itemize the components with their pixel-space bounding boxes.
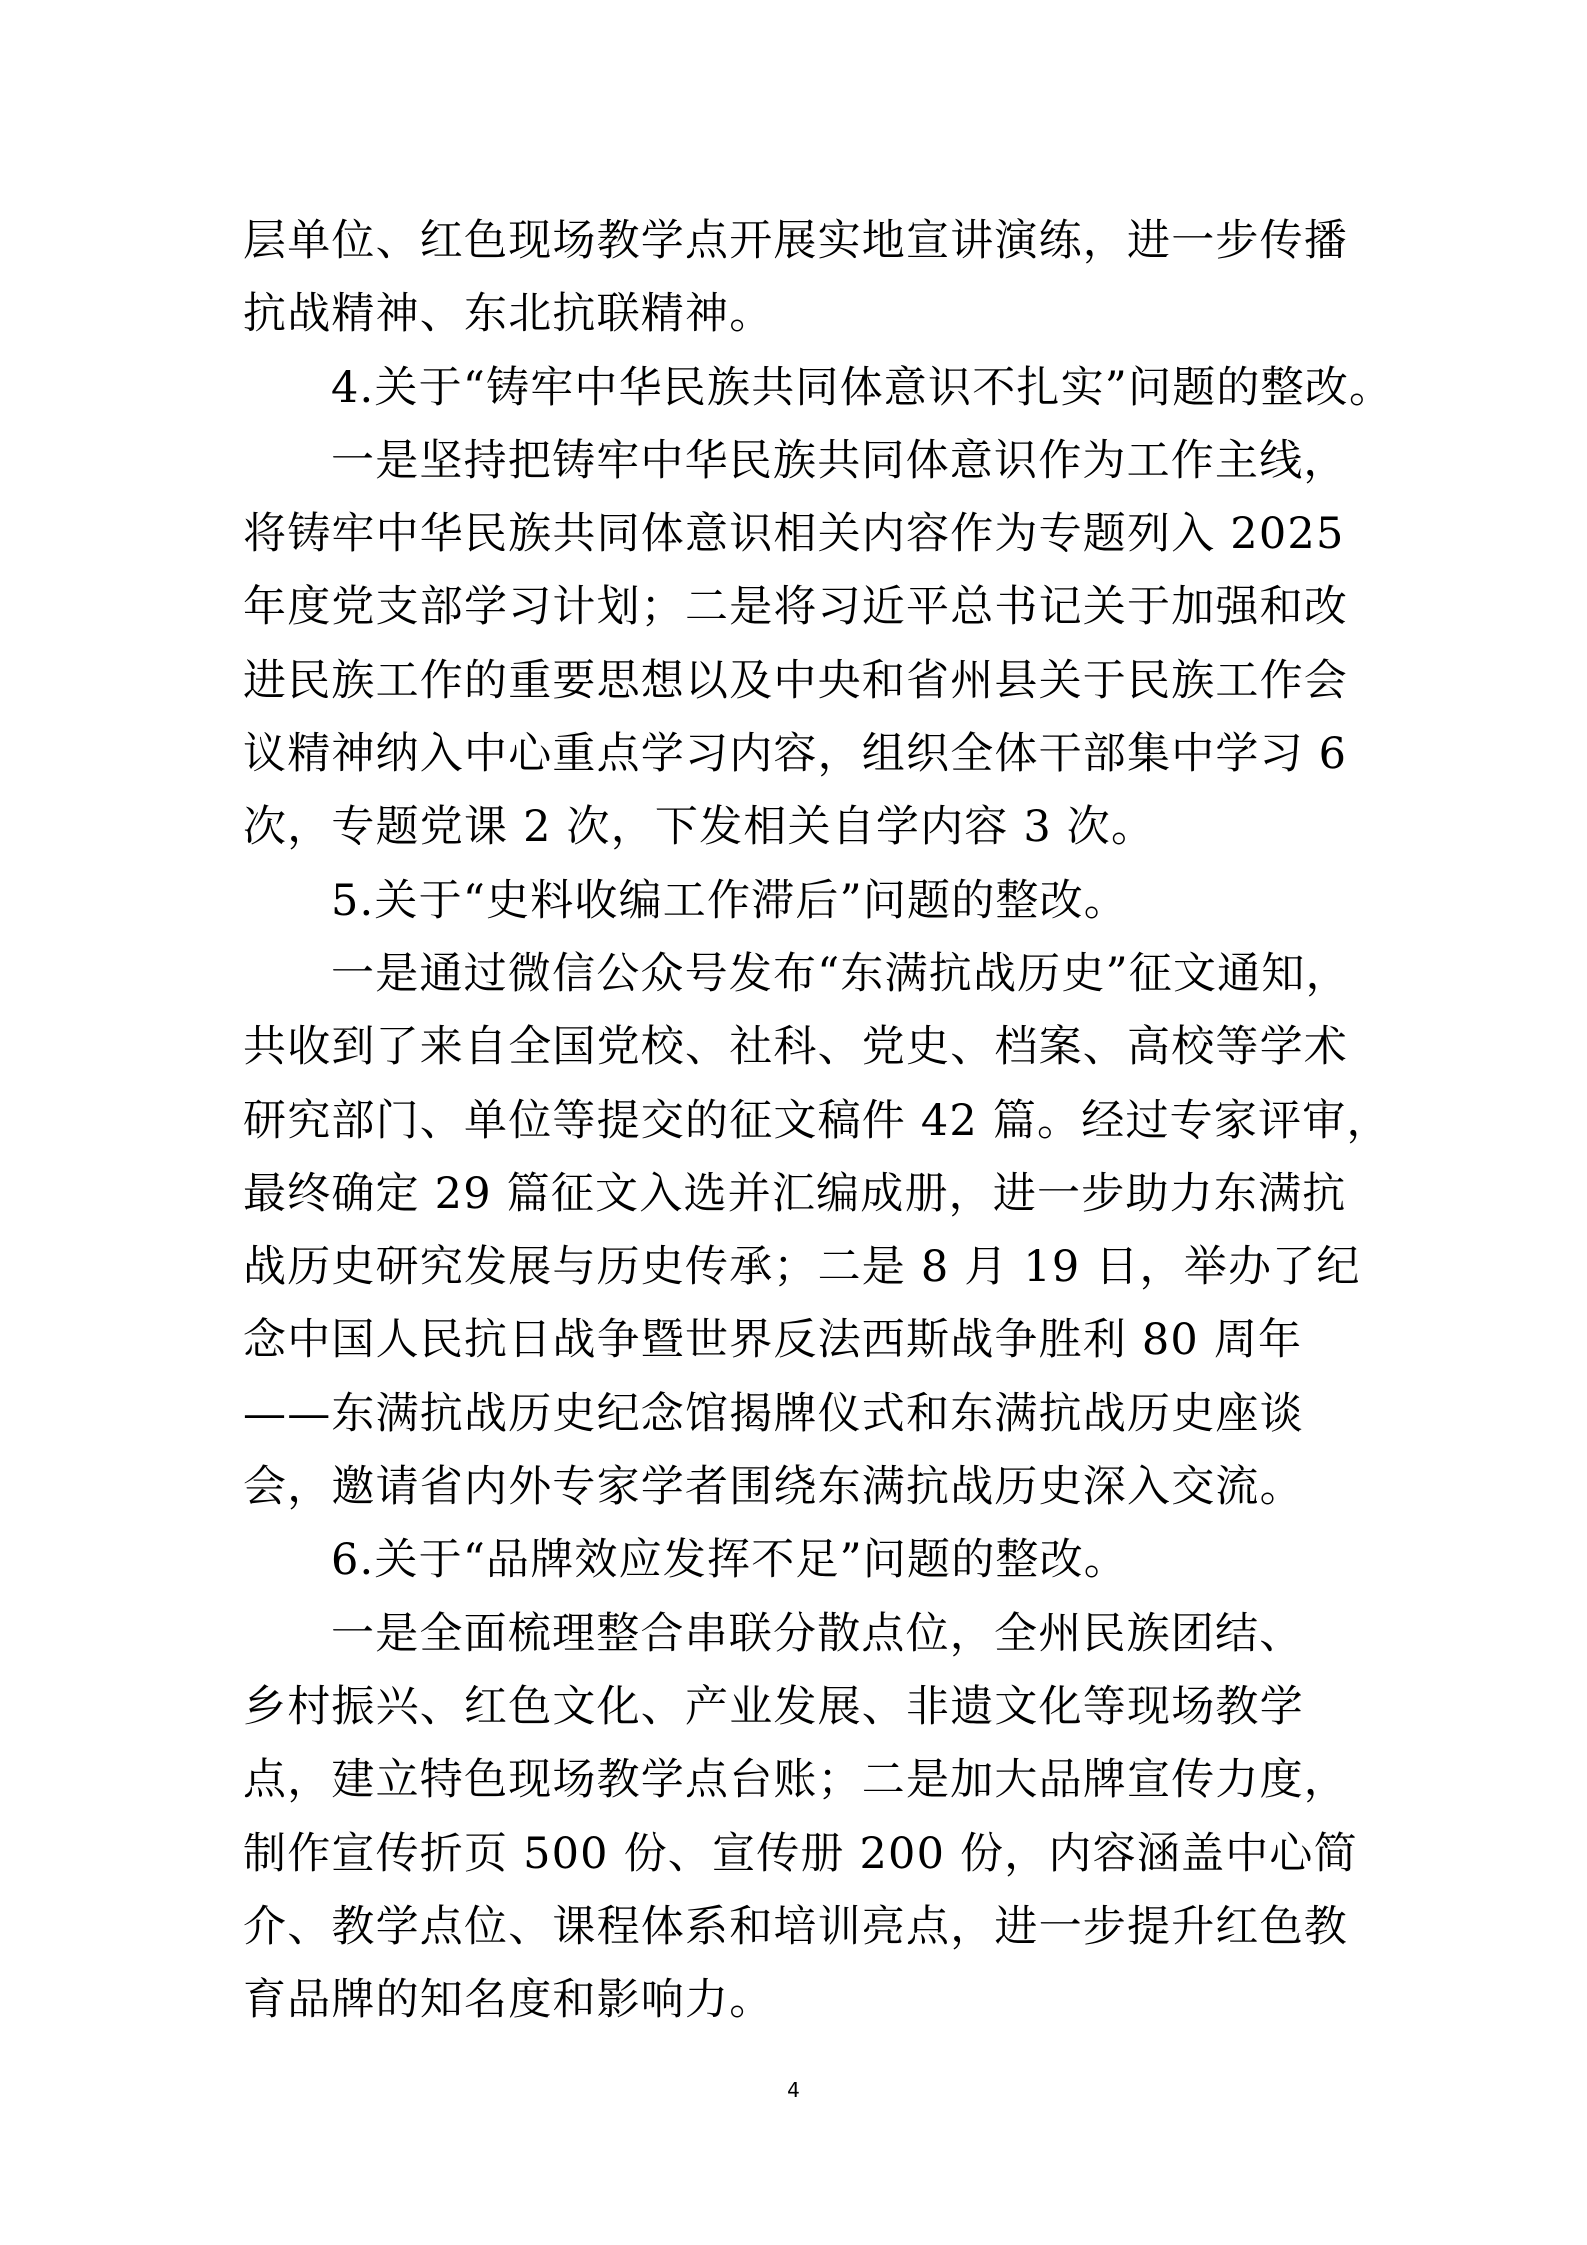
section-heading-6: 6.关于“品牌效应发挥不足”问题的整改。 [331, 1535, 1128, 1586]
text-line: 一是全面梳理整合串联分散点位，全州民族团结、 [331, 1608, 1304, 1659]
text-line: 次，专题党课 2 次，下发相关自学内容 3 次。 [243, 802, 1156, 853]
text-line: 议精神纳入中心重点学习内容，组织全体干部集中学习 6 [243, 729, 1348, 780]
text-line: 乡村振兴、红色文化、产业发展、非遗文化等现场教学 [243, 1681, 1304, 1732]
section-heading-5: 5.关于“史料收编工作滞后”问题的整改。 [331, 875, 1128, 926]
text-line: 层单位、红色现场教学点开展实地宣讲演练，进一步传播 [243, 216, 1348, 266]
document-body [243, 205, 1394, 2037]
text-line: 会，邀请省内外专家学者围绕东满抗战历史深入交流。 [243, 1462, 1304, 1513]
text-line: 进民族工作的重要思想以及中央和省州县关于民族工作会 [243, 655, 1348, 706]
text-line: 将铸牢中华民族共同体意识相关内容作为专题列入 2025 [243, 509, 1345, 560]
text-line: ——东满抗战历史纪念馆揭牌仪式和东满抗战历史座谈 [243, 1388, 1304, 1439]
text-line: 战历史研究发展与历史传承；二是 8 月 19 日，举办了纪 [243, 1242, 1361, 1293]
text-line: 年度党支部学习计划；二是将习近平总书记关于加强和改 [243, 582, 1348, 633]
text-line: 共收到了来自全国党校、社科、党史、档案、高校等学术 [243, 1022, 1348, 1073]
text-line: 育品牌的知名度和影响力。 [243, 1975, 774, 2026]
text-line: 介、教学点位、课程体系和培训亮点，进一步提升红色教 [243, 1901, 1348, 1952]
text-line: 一是坚持把铸牢中华民族共同体意识作为工作主线， [331, 435, 1348, 486]
text-line: 制作宣传折页 500 份、宣传册 200 份，内容涵盖中心简 [243, 1828, 1358, 1879]
text-line: 最终确定 29 篇征文入选并汇编成册，进一步助力东满抗 [243, 1168, 1347, 1219]
text-line: 点，建立特色现场教学点台账；二是加大品牌宣传力度， [243, 1755, 1348, 1806]
text-line: 一是通过微信公众号发布“东满抗战历史”征文通知， [331, 948, 1350, 999]
text-line: 研究部门、单位等提交的征文稿件 42 篇。经过专家评审， [243, 1095, 1391, 1146]
text-line: 抗战精神、东北抗联精神。 [243, 289, 774, 340]
page-number: 4 [787, 2078, 800, 2102]
text-line: 念中国人民抗日战争暨世界反法西斯战争胜利 80 周年 [243, 1315, 1303, 1366]
section-heading-4: 4.关于“铸牢中华民族共同体意识不扎实”问题的整改。 [331, 362, 1394, 413]
